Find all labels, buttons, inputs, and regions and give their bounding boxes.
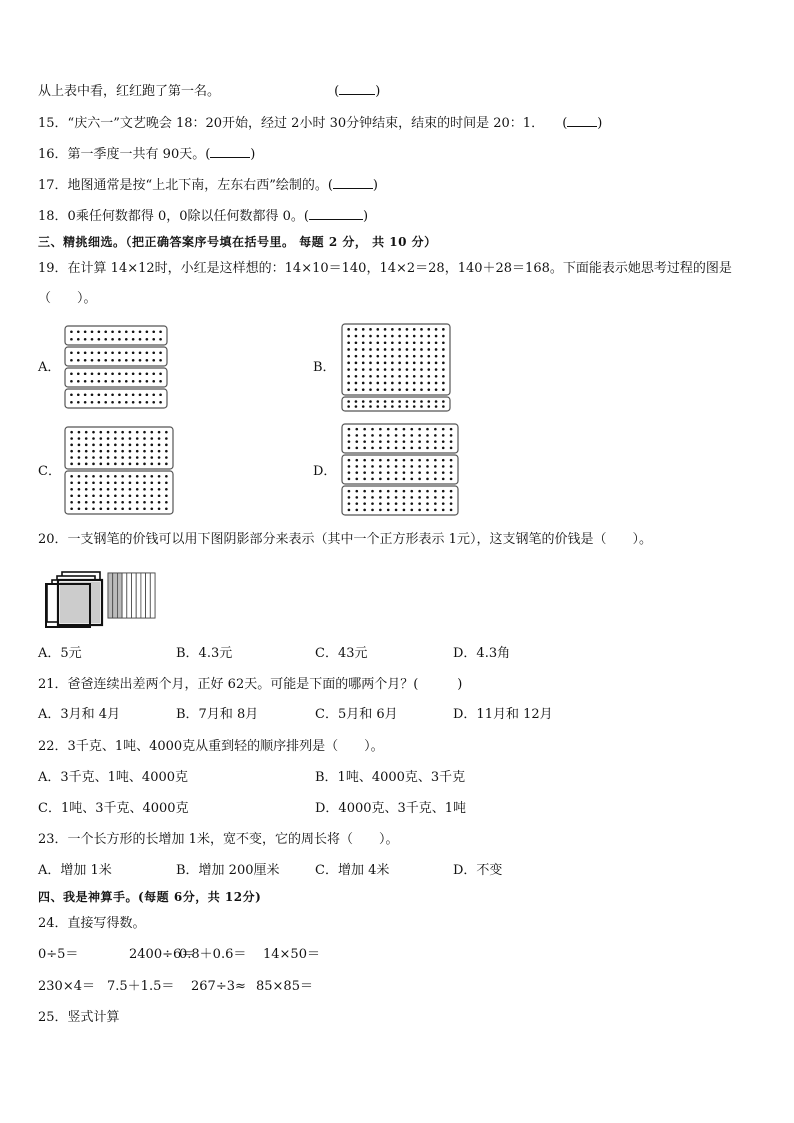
q19-line1: 19．在计算 14×12时，小红是这样想的：14×10＝140，14×2＝28，140＋28＝168。下面能表示她思考过程的图是 (38, 261, 732, 276)
calc-item[interactable]: 2400÷6＝ (129, 947, 195, 962)
paren-right: ) (362, 209, 369, 224)
q19-option-b-label[interactable]: B． (313, 360, 336, 375)
dot-array-figure-c[interactable] (64, 426, 176, 516)
q20-option-b[interactable]: B．4.3元 (176, 646, 233, 661)
dot-array-figure-d[interactable] (341, 423, 461, 518)
answer-blank[interactable] (309, 208, 363, 220)
answer-blank[interactable] (333, 177, 373, 189)
q20-option-c[interactable]: C．43元 (315, 646, 368, 661)
q19-option-c-label[interactable]: C． (38, 464, 61, 479)
q21-question: 21．爸爸连续出差两个月，正好 62天。可能是下面的哪两个月？( ) (38, 677, 463, 692)
dot-array-figure-a[interactable] (64, 325, 170, 410)
q22-option-c[interactable]: C．1吨、3千克、4000克 (38, 801, 189, 816)
q22-option-b[interactable]: B．1吨、4000克、3千克 (315, 770, 466, 785)
paren-right: ) (372, 178, 378, 193)
calc-item[interactable]: 0.8＋0.6＝ (179, 947, 247, 962)
q21-option-b[interactable]: B．7月和 8月 (176, 707, 259, 722)
q23-option-a[interactable]: A．增加 1米 (38, 863, 112, 878)
judgment-q-prev (38, 83, 380, 100)
q20-question: 20．一支钢笔的价钱可以用下图阴影部分来表示（其中一个正方形表示 1元），这支钢笔的价钱是（ ）。 (38, 532, 652, 547)
q23-option-b[interactable]: B．增加 200厘米 (176, 863, 280, 878)
q19-line2: （ ）。 (38, 291, 97, 306)
q21-option-a[interactable]: A．3月和 4月 (38, 707, 121, 722)
calc-item[interactable]: 0÷5＝ (38, 947, 79, 962)
question-text: 从上表中看，红红跑了第一名。 (38, 84, 221, 99)
q22-option-d[interactable]: D．4000克、3千克、1吨 (315, 801, 467, 816)
q23-question: 23．一个长方形的长增加 1米，宽不变，它的周长将（ ）。 (38, 832, 399, 847)
q20-option-a[interactable]: A．5元 (38, 646, 82, 661)
paren-right: ) (250, 147, 256, 162)
q23-option-c[interactable]: C．增加 4米 (315, 863, 390, 878)
q22-option-a[interactable]: A．3千克、1吨、4000克 (38, 770, 189, 785)
q25-question: 25．竖式计算 (38, 1010, 120, 1025)
question-text: 18．0乘任何数都得 0，0除以任何数都得 0。( (38, 209, 309, 224)
q19-option-d-label[interactable]: D． (313, 464, 337, 479)
calc-item[interactable]: 267÷3≈ (191, 979, 246, 994)
dot-array-figure-b[interactable] (341, 323, 453, 413)
q19-option-a-label[interactable]: A． (38, 360, 61, 375)
judgment-q15 (38, 115, 602, 132)
paren-left: ( (562, 116, 568, 131)
q20-option-d[interactable]: D．4.3角 (453, 646, 511, 661)
q22-question: 22．3千克、1吨、4000克从重到轻的顺序排列是（ ）。 (38, 739, 384, 754)
paren-right: ) (375, 84, 381, 99)
answer-blank[interactable] (567, 115, 597, 127)
question-text: 17．地图通常是按“上北下南，左东右西”绘制的。( (38, 178, 333, 193)
calc-item[interactable]: 85×85＝ (256, 979, 313, 994)
judgment-q16 (38, 146, 255, 163)
section-heading-3: 三、精挑细选。（把正确答案序号填在括号里。 每题 2 分， 共 10 分） (38, 235, 437, 249)
calc-item[interactable]: 14×50＝ (263, 947, 320, 962)
paren-right: ) (597, 116, 603, 131)
q21-option-c[interactable]: C．5月和 6月 (315, 707, 398, 722)
calc-item[interactable]: 7.5＋1.5＝ (107, 979, 175, 994)
judgment-q17 (38, 177, 378, 194)
section-heading-4: 四、我是神算手。(每题 6分，共 12分) (38, 890, 262, 904)
q23-option-d[interactable]: D．不变 (453, 863, 503, 878)
answer-blank[interactable] (210, 146, 250, 158)
q20-squares-figure (44, 568, 164, 630)
question-text: 16．第一季度一共有 90天。( (38, 147, 211, 162)
paren-left: ( (334, 84, 340, 99)
judgment-q18 (38, 208, 368, 225)
q21-option-d[interactable]: D．11月和 12月 (453, 707, 553, 722)
calc-item[interactable]: 230×4＝ (38, 979, 95, 994)
question-text: 15．“庆六一”文艺晚会 18：20开始，经过 2小时 30分钟结束，结束的时间是 20：1． (38, 116, 545, 131)
q24-question: 24．直接写得数。 (38, 916, 146, 931)
answer-blank[interactable] (339, 83, 375, 95)
